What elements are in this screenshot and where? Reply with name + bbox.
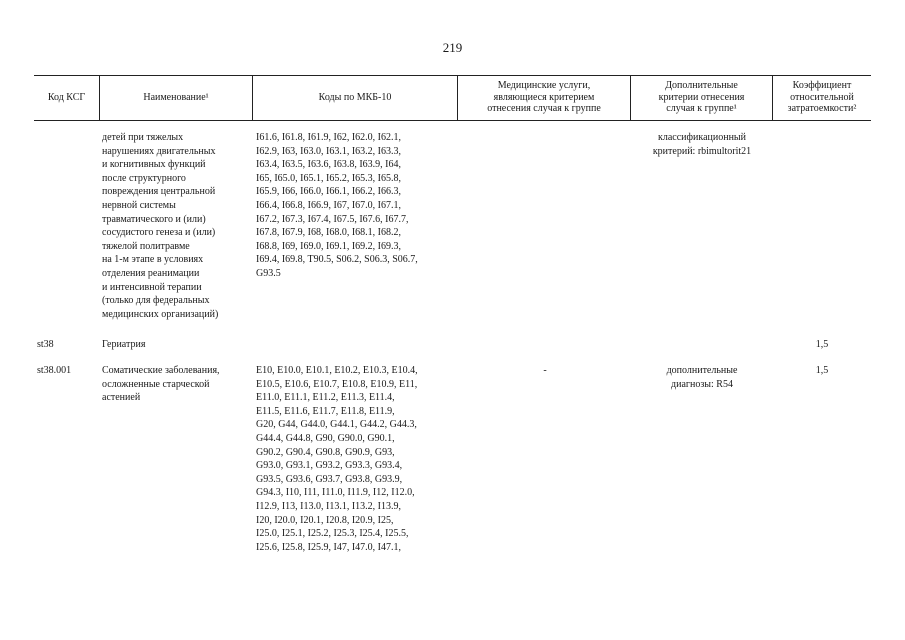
header-code: Код КСГ bbox=[47, 91, 86, 103]
row-coefficient: 1,5 bbox=[815, 339, 829, 350]
header-bottom-rule bbox=[34, 120, 871, 121]
row-name: детей при тяжелых нарушениях двигательных и когнитивных функций после структурного повреждения центральной нервной системы травматического и (или) сосудистого генеза и (или) тяжелой политравме на 1-м этапе в условиях отделения реанимации и интенсивной терапии (только для федеральных медицинских организаций) bbox=[102, 132, 219, 320]
row-services: - bbox=[543, 365, 547, 376]
row-mkb-codes: E10, E10.0, E10.1, E10.2, E10.3, E10.4, E10.5, E10.6, E10.7, E10.8, E10.9, E11, E11.0, E11.1, E11.2, E11.3, E11.4, E11.5, E11.6, E11.7, E11.8, E11.9, G20, G44, G44.0, G44.1, G44.2, G44.3, G44.4, G44.8, G90, G90.0, G90.1, G90.2, G90.4, G90.8, G90.9, G93, G93.0, G93.1, G93.2, G93.3, G93.4, G93.5, G93.6, G93.7, G93.8, G93.9, G94.3, I10, I11, I11.0, I11.9, I12, I12.0, I12.9, I13, I13.0, I13.1, I13.2, I13.9, I20, I20.0, I20.1, I20.8, I20.9, I25, I25.0, I25.1, I25.2, I25.3, I25.4, I25.5, I25.6, I25.8, I25.9, I47, I47.0, I47.1, bbox=[256, 365, 418, 553]
row-code: st38 bbox=[37, 339, 54, 350]
row-coefficient: 1,5 bbox=[815, 365, 829, 376]
header-name: Наименование¹ bbox=[143, 91, 209, 103]
header-mkb: Коды по МКБ-10 bbox=[318, 91, 392, 103]
header-services: Медицинские услуги, являющиеся критерием отнесения случая к группе bbox=[487, 80, 601, 115]
row-criteria: классификационный критерий: rbimultorit21 bbox=[652, 132, 752, 157]
page-number: 219 bbox=[442, 40, 463, 55]
row-name: Соматические заболевания, осложненные старческой астенией bbox=[102, 365, 220, 404]
header-criteria: Дополнительные критерии отнесения случая к группе¹ bbox=[658, 80, 745, 115]
row-criteria: дополнительные диагнозы: R54 bbox=[666, 365, 738, 390]
row-code: st38.001 bbox=[37, 365, 72, 376]
row-name: Гериатрия bbox=[102, 339, 146, 350]
header-coef: Коэффициент относительной затратоемкости² bbox=[787, 80, 857, 115]
row-mkb-codes: I61.6, I61.8, I61.9, I62, I62.0, I62.1, I62.9, I63, I63.0, I63.1, I63.2, I63.3, I63.4, I63.5, I63.6, I63.8, I63.9, I64, I65, I65.0, I65.1, I65.2, I65.3, I65.8, I65.9, I66, I66.0, I66.1, I66.2, I66.3, I66.4, I66.8, I66.9, I67, I67.0, I67.1, I67.2, I67.3, I67.4, I67.5, I67.6, I67.7, I67.8, I67.9, I68, I68.0, I68.1, I68.2, I68.8, I69, I69.0, I69.1, I69.2, I69.3, I69.4, I69.8, T90.5, S06.2, S06.3, S06.7, G93.5 bbox=[256, 132, 418, 279]
